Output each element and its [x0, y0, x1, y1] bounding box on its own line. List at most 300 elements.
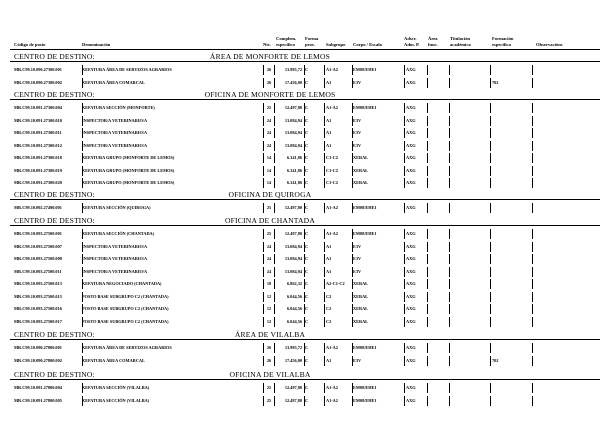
column-divider: [352, 128, 353, 138]
subgroup-cell: C2: [326, 293, 332, 299]
denomination-cell: XEFATURA NEGOCIADO (CHANTADA): [82, 281, 162, 286]
level-cell: 14: [266, 180, 272, 185]
specific-complement-cell: 6.044,56: [286, 293, 302, 299]
column-divider: [274, 343, 275, 353]
header-corps: Corpo / Escala: [353, 42, 382, 47]
column-divider: [82, 279, 83, 289]
column-divider: [324, 65, 325, 75]
provision-form-cell: C: [305, 117, 309, 123]
column-divider: [404, 292, 405, 302]
column-divider: [82, 178, 83, 188]
column-divider: [404, 343, 405, 353]
provision-form-cell: C: [305, 345, 309, 350]
provision-form-cell: C: [305, 231, 309, 236]
table-header: [0, 0, 615, 50]
corps-scale-cell: XERAL: [353, 167, 369, 173]
column-divider: [404, 153, 405, 163]
provision-form-cell: C: [305, 385, 309, 390]
section-label: CENTRO DE DESTINO:: [14, 52, 95, 61]
header-rule: [10, 49, 600, 50]
adscription-cell: AXG: [406, 205, 416, 210]
column-divider: [449, 317, 450, 327]
column-divider: [304, 292, 305, 302]
column-divider: [324, 267, 325, 277]
specific-complement-cell: 13.084,94: [284, 256, 302, 261]
header-subgroup: Subgrupo: [326, 42, 346, 47]
column-divider: [490, 141, 491, 151]
column-divider: [304, 153, 305, 163]
column-divider: [532, 317, 533, 327]
column-divider: [324, 317, 325, 327]
column-divider: [352, 383, 353, 393]
column-divider: [274, 229, 275, 239]
corps-scale-cell: E3V: [353, 142, 362, 148]
corps-scale-cell: EM08/EHE1: [353, 205, 377, 210]
column-divider: [404, 356, 405, 366]
column-divider: [263, 128, 264, 138]
adscription-cell: AXG: [406, 268, 416, 274]
specific-complement-cell: 12.497,80: [284, 231, 302, 236]
column-divider: [324, 103, 325, 113]
column-divider: [490, 65, 491, 75]
section-name: OFICINA DE MONFORTE DE LEMOS: [204, 90, 336, 99]
column-divider: [352, 292, 353, 302]
column-divider: [274, 65, 275, 75]
post-code-cell: MR.C99.10.091.27300.019: [14, 167, 62, 173]
adscription-cell: AXG: [406, 105, 416, 110]
column-divider: [352, 267, 353, 277]
subgroup-cell: A1-A2: [326, 385, 338, 390]
column-divider: [532, 356, 533, 366]
corps-scale-cell: E3V: [353, 79, 362, 85]
column-divider: [274, 317, 275, 327]
column-divider: [490, 279, 491, 289]
column-divider: [490, 229, 491, 239]
column-divider: [449, 279, 450, 289]
column-divider: [324, 254, 325, 264]
adscription-cell: AXG: [406, 385, 416, 390]
section-rule: [10, 339, 600, 340]
column-divider: [404, 242, 405, 252]
column-divider: [449, 292, 450, 302]
column-divider: [490, 203, 491, 213]
column-divider: [532, 65, 533, 75]
post-code-cell: MR.C99.10.091.27300.010: [14, 117, 62, 123]
column-divider: [263, 356, 264, 366]
level-cell: 24: [266, 256, 272, 261]
corps-scale-cell: EM08/EHE1: [353, 231, 377, 236]
column-divider: [304, 128, 305, 138]
column-divider: [82, 141, 83, 151]
column-divider: [449, 116, 450, 126]
subgroup-cell: C1-C2: [326, 155, 338, 160]
post-code-cell: MR.C99.10.091.27300.018: [14, 155, 62, 160]
column-divider: [274, 396, 275, 406]
provision-form-cell: C: [305, 293, 309, 299]
level-cell: 25: [266, 205, 272, 210]
column-divider: [532, 229, 533, 239]
specific-complement-cell: 12.497,80: [284, 205, 302, 210]
level-cell: 25: [266, 231, 272, 236]
column-divider: [304, 356, 305, 366]
column-divider: [404, 166, 405, 176]
destination-section: [0, 190, 615, 215]
column-divider: [304, 304, 305, 314]
level-cell: 26: [266, 357, 272, 363]
column-divider: [324, 116, 325, 126]
provision-form-cell: C: [305, 268, 309, 274]
specific-complement-cell: 17.456,00: [284, 357, 302, 363]
column-divider: [263, 178, 264, 188]
column-divider: [324, 356, 325, 366]
column-divider: [352, 356, 353, 366]
post-code-cell: MR.C99.10.091.27800.005: [14, 397, 62, 403]
provision-form-cell: C: [305, 155, 309, 160]
section-name: OFICINA DE VILALBA: [229, 370, 311, 379]
column-divider: [427, 203, 428, 213]
subgroup-cell: A2-C1-C2: [326, 281, 345, 286]
column-divider: [490, 292, 491, 302]
denomination-cell: POSTO BASE SUBGRUPO C2 (CHANTADA): [82, 306, 169, 311]
column-divider: [404, 116, 405, 126]
column-divider: [324, 166, 325, 176]
post-code-cell: MR.C99.10.092.27490.001: [14, 205, 62, 210]
column-divider: [263, 166, 264, 176]
table-row: [0, 64, 615, 76]
column-divider: [304, 103, 305, 113]
specific-training-cell: 702: [492, 357, 499, 363]
adscription-cell: AXG: [406, 397, 416, 403]
column-divider: [82, 396, 83, 406]
denomination-cell: XEFATURA SECCIÓN (QUIROGA): [82, 205, 151, 210]
column-divider: [449, 166, 450, 176]
post-code-cell: MR.C99.10.090.27800.002: [14, 357, 62, 363]
column-divider: [532, 242, 533, 252]
level-cell: 24: [266, 243, 272, 249]
column-divider: [449, 304, 450, 314]
subgroup-cell: C2: [326, 306, 332, 311]
provision-form-cell: C: [305, 397, 309, 403]
column-divider: [263, 242, 264, 252]
column-divider: [304, 141, 305, 151]
denomination-cell: XEFATURA GRUPO (MONFORTE DE LEMOS): [82, 155, 175, 160]
table-row: [0, 291, 615, 303]
provision-form-cell: C: [305, 318, 309, 324]
column-divider: [427, 343, 428, 353]
denomination-cell: INSPECTOR/A VETERINARIO/A: [82, 268, 148, 274]
post-code-cell: MR.C99.10.090.27800.001: [14, 345, 62, 350]
column-divider: [324, 153, 325, 163]
section-label: CENTRO DE DESTINO:: [14, 370, 95, 379]
column-divider: [449, 242, 450, 252]
column-divider: [324, 279, 325, 289]
corps-scale-cell: E3V: [353, 256, 362, 261]
column-divider: [304, 166, 305, 176]
section-name: ÁREA DE MONFORTE DE LEMOS: [209, 52, 331, 61]
column-divider: [274, 178, 275, 188]
column-divider: [263, 304, 264, 314]
column-divider: [404, 203, 405, 213]
column-divider: [324, 141, 325, 151]
column-divider: [324, 229, 325, 239]
column-divider: [427, 242, 428, 252]
section-rule: [10, 99, 600, 100]
denomination-cell: POSTO BASE SUBGRUPO C2 (CHANTADA): [82, 293, 169, 299]
column-divider: [532, 292, 533, 302]
column-divider: [449, 229, 450, 239]
provision-form-cell: C: [305, 130, 309, 135]
subgroup-cell: A1: [326, 243, 332, 249]
destination-section: [0, 90, 615, 190]
column-divider: [532, 141, 533, 151]
post-code-cell: MR.C99.10.093.27500.011: [14, 268, 62, 274]
column-divider: [274, 203, 275, 213]
column-divider: [274, 116, 275, 126]
post-code-cell: MR.C99.10.091.27300.011: [14, 130, 62, 135]
table-row: [0, 382, 615, 394]
denomination-cell: XEFATURA ÁREA DE SERVIZOS AGRARIOS: [82, 345, 172, 350]
column-divider: [352, 242, 353, 252]
column-divider: [532, 254, 533, 264]
column-divider: [532, 78, 533, 88]
corps-scale-cell: XERAL: [353, 281, 369, 286]
subgroup-cell: A1-A2: [326, 231, 338, 236]
corps-scale-cell: E3V: [353, 357, 362, 363]
denomination-cell: XEFATURA SECCIÓN (MONFORTE): [82, 105, 155, 110]
column-divider: [490, 304, 491, 314]
header-area-2: func.: [428, 42, 438, 47]
level-cell: 14: [266, 155, 272, 160]
column-divider: [324, 78, 325, 88]
column-divider: [352, 166, 353, 176]
column-divider: [352, 178, 353, 188]
adscription-cell: AXG: [406, 243, 416, 249]
column-divider: [404, 128, 405, 138]
denomination-cell: INSPECTOR/A VETERINARIO/A: [82, 142, 148, 148]
column-divider: [263, 153, 264, 163]
specific-complement-cell: 12.497,80: [284, 105, 302, 110]
corps-scale-cell: XERAL: [353, 155, 369, 160]
specific-complement-cell: 13.084,94: [284, 142, 302, 148]
column-divider: [304, 317, 305, 327]
column-divider: [352, 279, 353, 289]
column-divider: [324, 396, 325, 406]
section-label: CENTRO DE DESTINO:: [14, 190, 95, 199]
column-divider: [352, 396, 353, 406]
denomination-cell: INSPECTOR/A VETERINARIO/A: [82, 130, 148, 135]
column-divider: [532, 103, 533, 113]
column-divider: [304, 78, 305, 88]
provision-form-cell: C: [305, 167, 309, 173]
post-code-cell: MR.C99.10.091.27300.020: [14, 180, 62, 185]
corps-scale-cell: EM08/EHE1: [353, 67, 377, 72]
column-divider: [263, 116, 264, 126]
table-row: [0, 140, 615, 152]
adscription-cell: AXG: [406, 180, 416, 185]
column-divider: [427, 166, 428, 176]
column-divider: [274, 254, 275, 264]
column-divider: [263, 254, 264, 264]
specific-complement-cell: 6.044,56: [286, 306, 302, 311]
corps-scale-cell: E3V: [353, 268, 362, 274]
level-cell: 24: [266, 142, 272, 148]
table-row: [0, 177, 615, 189]
column-divider: [304, 396, 305, 406]
column-divider: [404, 304, 405, 314]
column-divider: [82, 356, 83, 366]
column-divider: [449, 383, 450, 393]
section-label: CENTRO DE DESTINO:: [14, 330, 95, 339]
post-code-cell: MR.C99.10.093.27500.001: [14, 231, 62, 236]
column-divider: [490, 103, 491, 113]
post-code-cell: MR.C99.10.093.27500.016: [14, 306, 62, 311]
corps-scale-cell: E3V: [353, 117, 362, 123]
column-divider: [427, 78, 428, 88]
denomination-cell: XEFATURA ÁREA COMARCAL: [82, 357, 145, 363]
level-cell: 26: [266, 79, 272, 85]
column-divider: [304, 279, 305, 289]
column-divider: [427, 141, 428, 151]
column-divider: [490, 356, 491, 366]
specific-complement-cell: 13.995,72: [284, 67, 302, 72]
column-divider: [427, 356, 428, 366]
column-divider: [304, 116, 305, 126]
column-divider: [263, 141, 264, 151]
column-divider: [82, 229, 83, 239]
provision-form-cell: C: [305, 205, 309, 210]
column-divider: [82, 153, 83, 163]
level-cell: 12: [266, 293, 272, 299]
post-code-cell: MR.C99.10.093.27500.015: [14, 293, 62, 299]
specific-complement-cell: 17.456,00: [284, 79, 302, 85]
column-divider: [404, 141, 405, 151]
table-row: [0, 77, 615, 89]
table-row: [0, 342, 615, 354]
section-rule: [10, 225, 600, 226]
column-divider: [304, 343, 305, 353]
column-divider: [324, 383, 325, 393]
adscription-cell: AXG: [406, 293, 416, 299]
adscription-cell: AXG: [406, 155, 416, 160]
column-divider: [449, 153, 450, 163]
column-divider: [304, 203, 305, 213]
column-divider: [263, 383, 264, 393]
adscription-cell: AXG: [406, 67, 416, 72]
corps-scale-cell: EM08/EHE1: [353, 105, 377, 110]
provision-form-cell: C: [305, 357, 309, 363]
column-divider: [490, 343, 491, 353]
denomination-cell: XEFATURA GRUPO (MONFORTE DE LEMOS): [82, 167, 175, 173]
specific-complement-cell: 6.341,86: [286, 180, 302, 185]
column-divider: [490, 254, 491, 264]
specific-complement-cell: 13.084,94: [284, 117, 302, 123]
column-divider: [263, 267, 264, 277]
column-divider: [427, 116, 428, 126]
post-code-cell: MR.C99.10.093.27500.007: [14, 243, 62, 249]
column-divider: [82, 128, 83, 138]
table-row: [0, 253, 615, 265]
header-observations: Observacións: [536, 42, 563, 47]
subgroup-cell: A1-A2: [326, 67, 338, 72]
denomination-cell: XEFATURA SECCIÓN (VILALBA): [82, 385, 150, 390]
level-cell: 14: [266, 167, 272, 173]
column-divider: [427, 317, 428, 327]
column-divider: [324, 128, 325, 138]
column-divider: [263, 317, 264, 327]
header-titulation-2: académica: [450, 42, 471, 47]
header-complement-2: específico: [276, 42, 295, 47]
destination-section: [0, 52, 615, 89]
column-divider: [532, 166, 533, 176]
table-row: [0, 278, 615, 290]
column-divider: [352, 78, 353, 88]
column-divider: [274, 128, 275, 138]
column-divider: [274, 304, 275, 314]
post-code-cell: MR.C99.10.090.27300.002: [14, 79, 62, 85]
subgroup-cell: C2: [326, 318, 332, 324]
column-divider: [82, 317, 83, 327]
column-divider: [427, 396, 428, 406]
column-divider: [352, 65, 353, 75]
column-divider: [352, 141, 353, 151]
column-divider: [274, 356, 275, 366]
subgroup-cell: A1: [326, 268, 332, 274]
subgroup-cell: A1: [326, 79, 332, 85]
column-divider: [263, 396, 264, 406]
column-divider: [490, 128, 491, 138]
column-divider: [263, 279, 264, 289]
specific-complement-cell: 13.995,72: [284, 345, 302, 350]
level-cell: 26: [266, 67, 272, 72]
column-divider: [263, 229, 264, 239]
subgroup-cell: A1-A2: [326, 205, 338, 210]
column-divider: [427, 267, 428, 277]
specific-complement-cell: 6.341,86: [286, 167, 302, 173]
section-rule: [10, 61, 600, 62]
destination-section: [0, 216, 615, 328]
column-divider: [449, 178, 450, 188]
column-divider: [274, 153, 275, 163]
column-divider: [304, 242, 305, 252]
column-divider: [404, 65, 405, 75]
header-complement-1: Complem.: [276, 36, 297, 41]
column-divider: [82, 267, 83, 277]
column-divider: [274, 267, 275, 277]
table-row: [0, 303, 615, 315]
adscription-cell: AXG: [406, 256, 416, 261]
column-divider: [449, 103, 450, 113]
specific-complement-cell: 13.084,94: [284, 243, 302, 249]
column-divider: [274, 141, 275, 151]
column-divider: [427, 128, 428, 138]
specific-complement-cell: 12.497,80: [284, 385, 302, 390]
column-divider: [427, 254, 428, 264]
specific-complement-cell: 6.341,86: [286, 155, 302, 160]
column-divider: [304, 65, 305, 75]
column-divider: [404, 78, 405, 88]
column-divider: [490, 153, 491, 163]
section-rule: [10, 199, 600, 200]
column-divider: [490, 178, 491, 188]
column-divider: [324, 304, 325, 314]
column-divider: [404, 279, 405, 289]
column-divider: [449, 267, 450, 277]
column-divider: [532, 396, 533, 406]
column-divider: [490, 78, 491, 88]
column-divider: [490, 396, 491, 406]
subgroup-cell: C1-C2: [326, 180, 338, 185]
column-divider: [427, 304, 428, 314]
